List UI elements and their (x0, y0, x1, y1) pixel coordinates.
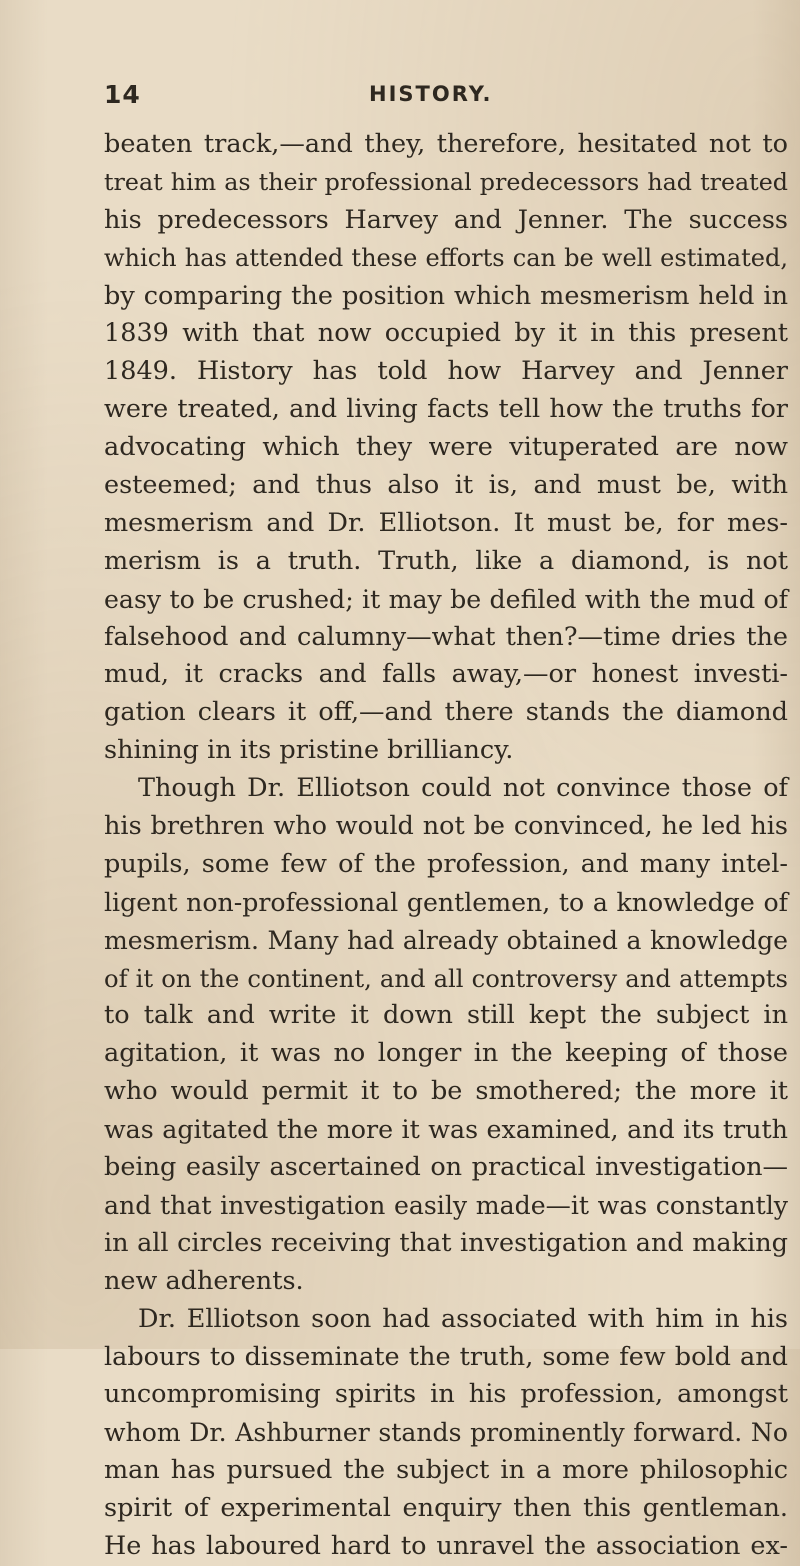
text-line: which has attended these efforts can be well estimated, (104, 243, 788, 272)
text-line: mesmerism. Many had already obtained a knowledge (104, 925, 788, 955)
body-text (104, 126, 788, 1566)
text-line: of it on the continent, and all controversy and attempts (104, 963, 788, 993)
text-line: falsehood and calumny—what then?—time dries the (104, 621, 788, 652)
text-line: mesmerism and Dr. Elliotson. It must be, for mes- (104, 507, 788, 538)
text-line: labours to disseminate the truth, some few bold and (104, 1341, 788, 1372)
text-line: He has laboured hard to unravel the association ex- (104, 1530, 788, 1561)
text-line: advocating which they were vituperated are now (104, 432, 788, 463)
text-line: whom Dr. Ashburner stands prominently forward. No (104, 1418, 788, 1448)
text-line: uncompromising spirits in his profession, amongst (104, 1379, 788, 1410)
text-line: his brethren who would not be convinced, he led his (104, 811, 788, 842)
text-line: was agitated the more it was examined, and its truth (104, 1114, 788, 1145)
text-line: beaten track,—and they, therefore, hesitated not to (104, 129, 788, 159)
paragraph-end-line: shining in its pristine brilliancy. (104, 735, 514, 766)
text-line: in all circles receiving that investigation and making (104, 1227, 788, 1258)
running-head (104, 80, 784, 110)
text-line: pupils, some few of the profession, and many intel- (104, 848, 788, 879)
text-line: were treated, and living facts tell how the truths for (104, 394, 788, 425)
text-line: who would permit it to be smothered; the more it (104, 1076, 788, 1107)
text-line: by comparing the position which mesmerism held in (104, 280, 788, 311)
text-line: 1849. History has told how Harvey and Jenner (104, 356, 788, 387)
paragraph-end-line: new adherents. (104, 1265, 304, 1296)
paragraph-start-line: Dr. Elliotson soon had associated with him in his (138, 1303, 788, 1334)
text-line: ligent non-professional gentlemen, to a knowledge of (104, 887, 788, 917)
text-line: man has pursued the subject in a more philosophic (104, 1455, 788, 1486)
text-line: and that investigation easily made—it was constantly (104, 1190, 788, 1220)
text-line: his predecessors Harvey and Jenner. The success (104, 204, 788, 235)
text-line: gation clears it off,—and there stands the diamond (104, 697, 788, 728)
text-line: merism is a truth. Truth, like a diamond, is not (104, 545, 788, 576)
text-line: agitation, it was no longer in the keeping of those (104, 1038, 788, 1069)
text-line: treat him as their professional predecessors had treated (104, 167, 788, 196)
text-line: 1839 with that now occupied by it in this present (104, 318, 788, 349)
text-line: to talk and write it down still kept the subject in (104, 1000, 788, 1031)
paragraph-start-line: Though Dr. Elliotson could not convince those of (138, 773, 788, 804)
text-line: easy to be crushed; it may be defiled with the mud of (104, 584, 788, 614)
text-line: mud, it cracks and falls away,—or honest investi- (104, 659, 788, 690)
page-number: 14 (104, 80, 141, 109)
text-line: being easily ascertained on practical investigation— (104, 1152, 788, 1183)
running-title: HISTORY. (369, 82, 493, 106)
text-line: spirit of experimental enquiry then this gentleman. (104, 1493, 788, 1524)
text-line: esteemed; and thus also it is, and must be, with (104, 470, 788, 501)
